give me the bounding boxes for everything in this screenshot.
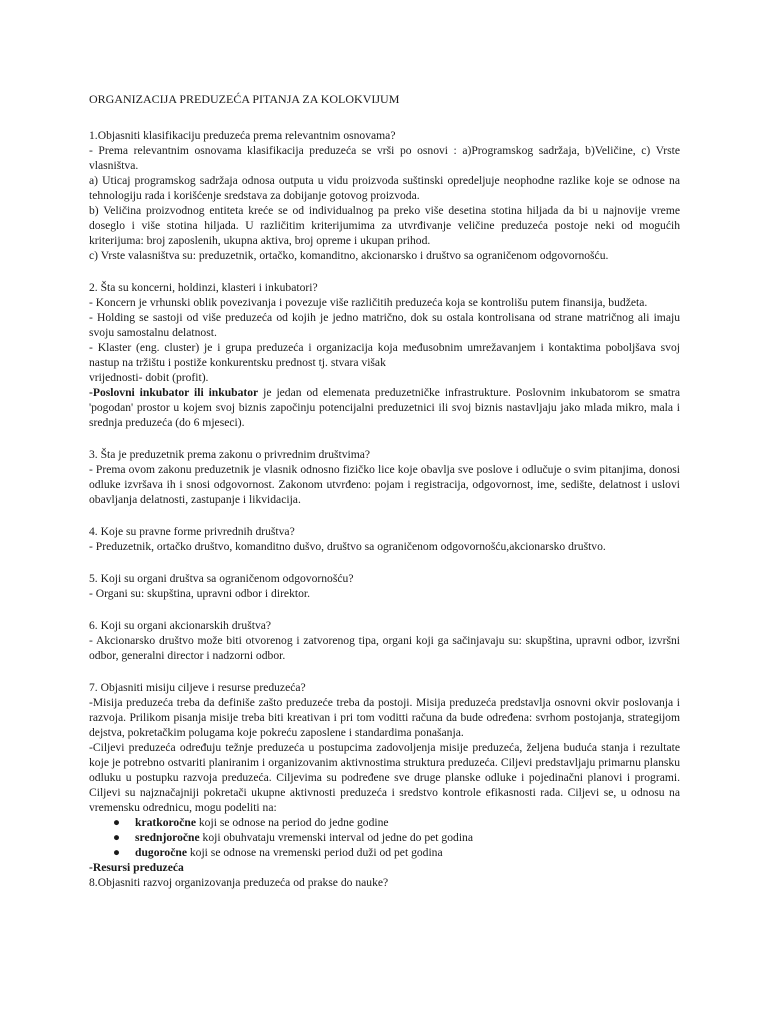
incubator-definition: je jedan od elemenata preduzetničke infrastrukture. Poslovnim inkubatorom se smatra 'pogodan' prostor u kojem svoj biznis započinju potencijalni preduzetnici ili svoj biznis nastavljaju jako mlada mikro, mala i srednja preduzeća (do 6 mjeseci). (89, 386, 680, 429)
list-item-term: kratkoročne (135, 816, 196, 829)
answer-line: - Prema ovom zakonu preduzetnik je vlasnik odnosno fizičko lice koje obavlja sve poslove i odlučuje o svim pitanjima, donosi odluke izvršava ih i snosi odgovornost. Zakonom utvrđeno: pojam i registracija, odgovornost, ime, sedište, delatnost i uslovi obavljanja delatnosti, zastupanje i likvidacija. (89, 463, 680, 506)
answer-line: - Prema relevantnim osnovama klasifikacija preduzeća se vrši po osnovi : a)Programskog sadržaja, b)Veličine, c) Vrste vlasništva. (89, 144, 680, 172)
question-block-4 (89, 524, 680, 554)
question-block-5 (89, 571, 680, 601)
question-3: 3. Šta je preduzetnik prema zakonu o privrednim društvima? (89, 448, 371, 461)
incubator-paragraph (89, 385, 680, 430)
question-4: 4. Koje su pravne forme privrednih društva? (89, 525, 295, 538)
answer-line: vrijednosti- dobit (profit). (89, 371, 209, 384)
document-title: ORGANIZACIJA PREDUZEĆA PITANJA ZA KOLOKVIJUM (89, 92, 400, 106)
answer-line: - Preduzetnik, ortačko društvo, komanditno dušvo, društvo sa ograničenom odgovornošću,akcionarsko društvo. (89, 540, 606, 553)
bullet-icon: ● (113, 816, 121, 829)
question-block-2 (89, 280, 680, 430)
question-block-3 (89, 447, 680, 507)
question-5: 5. Koji su organi društva sa ograničenom odgovornošću? (89, 572, 354, 585)
list-item (89, 815, 680, 830)
list-item (89, 830, 680, 845)
question-2: 2. Šta su koncerni, holdinzi, klasteri i inkubatori? (89, 281, 318, 294)
answer-line: - Akcionarsko društvo može biti otvorenog i zatvorenog tipa, organi koji ga sačinjavaju su: skupština, upravni odbor, izvršni odbor, generalni director i nadzorni odbor. (89, 634, 680, 662)
incubator-term: -Poslovni inkubator ili inkubator (89, 386, 259, 399)
resources-term: -Resursi preduzeća (89, 861, 184, 874)
answer-line: - Klaster (eng. cluster) je i grupa preduzeća i organizacija koja međusobnim umrežavanjem i kontaktima poboljšava svoj nastup na tržištu i postiže konkurentsku prednost tj. stvara višak (89, 341, 680, 369)
answer-line: -Ciljevi preduzeća određuju težnje preduzeća u postupcima zadovoljenja misije preduzeća, željena buduća stanja i rezultate koje je potrebno ostvariti planiranim i organizovanim aktivnostima struktura preduzeća. Ciljevi predstavljaju primarnu plansku odluku u postupku razvoja preduzeća. Ciljevima su podređene sve druge planske odluke i pojedinačni planovi i programi. Ciljevi su najznačajniji pokretači ukupne aktivnosti preduzeća i sredstvo kontrole efikasnosti rada. Ciljevi se, u odnosu na vremensku odrednicu, mogu podeliti na: (89, 741, 680, 814)
question-1: 1.Objasniti klasifikaciju preduzeća prema relevantnim osnovama? (89, 129, 396, 142)
question-8: 8.Objasniti razvoj organizovanja preduzeća od prakse do nauke? (89, 876, 389, 889)
resources-heading (89, 860, 680, 875)
question-block-7 (89, 680, 680, 890)
answer-line: - Koncern je vrhunski oblik povezivanja i povezuje više različitih preduzeća koja se kontrolišu putem finansija, budžeta. (89, 296, 648, 309)
bullet-icon: ● (113, 831, 121, 844)
list-item (89, 845, 680, 860)
list-item-term: dugoročne (135, 846, 187, 859)
answer-line: -Misija preduzeća treba da definiše zašto preduzeće treba da postoji. Misija preduzeća predstavlja osnovni okvir poslovanja i razvoja. Prilikom pisanja misije treba biti kreativan i pri tom voditti računa da bude određena: svrhom postojanja, strategijom dejstva, pokretačkim polugama koje pokreću zaposlene i standardima ponašanja. (89, 696, 680, 739)
answer-line: c) Vrste valasništva su: preduzetnik, ortačko, komanditno, akcionarsko i društvo sa ograničenom odgovornošću. (89, 249, 609, 262)
list-item-text: koji se odnose na period do jedne godine (195, 816, 389, 829)
answer-line: - Organi su: skupština, upravni odbor i direktor. (89, 587, 311, 600)
question-6: 6. Koji su organi akcionarskih društva? (89, 619, 272, 632)
question-7: 7. Objasniti misiju ciljeve i resurse preduzeća? (89, 681, 306, 694)
list-item-term: srednjoročne (135, 831, 200, 844)
bullet-icon: ● (113, 846, 121, 859)
list-item-text: koji obuhvataju vremenski interval od jedne do pet godina (199, 831, 473, 844)
list-item-text: koji se odnose na vremenski period duži od pet godina (186, 846, 443, 859)
answer-line: - Holding se sastoji od više preduzeća od kojih je jedno matrično, dok su ostala kontrolisana od strane matričnog ali imaju svoju samostalnu delatnost. (89, 311, 680, 339)
goals-list (89, 815, 680, 860)
question-block-6 (89, 618, 680, 663)
answer-line: b) Veličina proizvodnog entiteta kreće se od individualnog pa preko više desetina stotina hiljada da bi u najnovije vreme doseglo i više stotina hiljada. U različitim kriterijumima za utvrđivanje veličine preduzeća postoje neki od mogućih kriterijuma: broj zaposlenih, ukupna aktiva, broj opreme i ukupan prihod. (89, 204, 680, 247)
question-block-1 (89, 128, 680, 263)
answer-line: a) Uticaj programskog sadržaja odnosa outputa u vidu proizvoda suštinski opredeljuje neophodne razlike koje se odnose na tehnologiju rada i korišćenje sredstava za dobijanje gotovog proizvoda. (89, 174, 680, 202)
